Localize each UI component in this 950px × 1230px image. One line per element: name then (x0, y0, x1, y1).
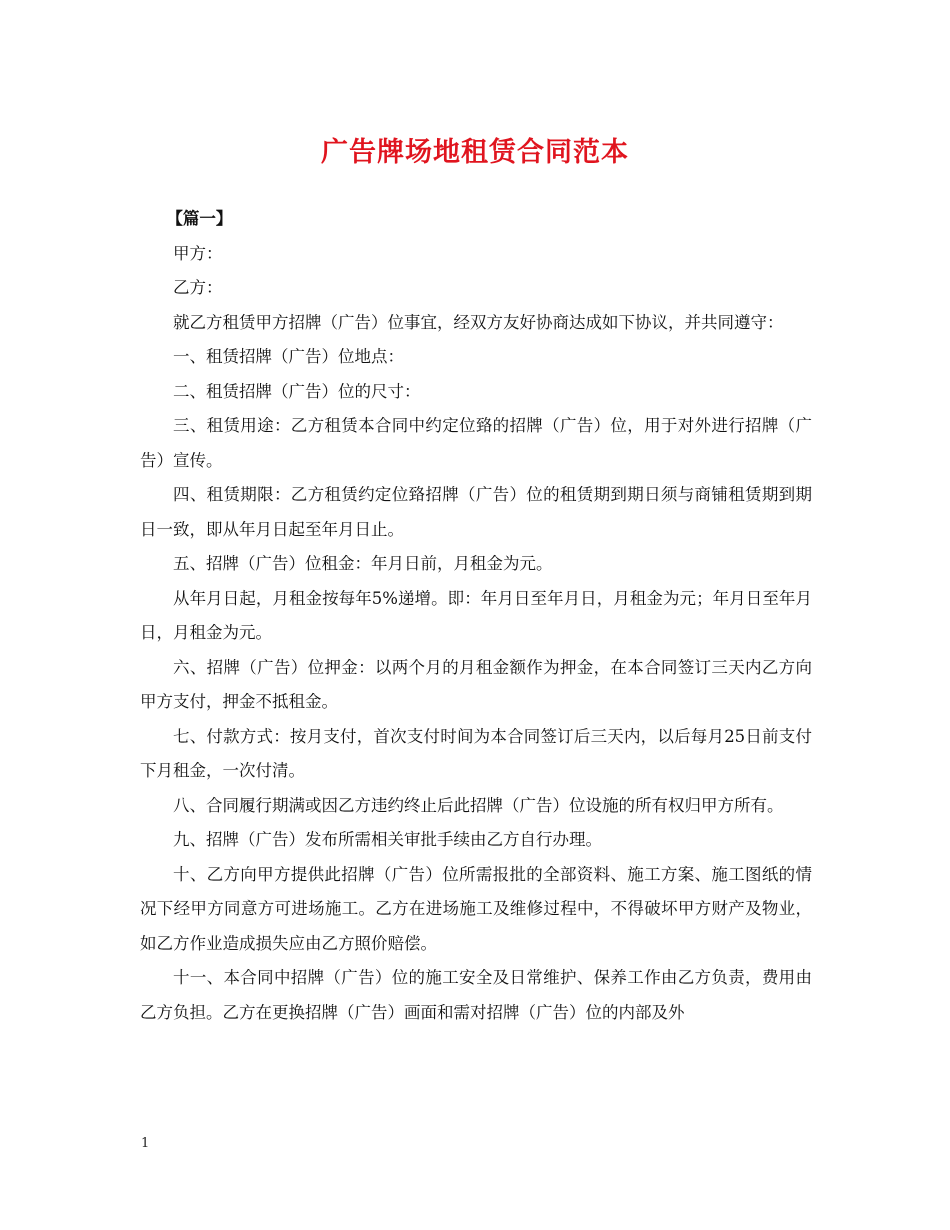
party-b-line: 乙方： (173, 278, 223, 297)
page-number: 1 (141, 1136, 150, 1151)
clause-3: 三、租赁用途：乙方租赁本合同中约定位臵的招牌（广告）位，用于对外进行招牌（广告）宣传。 (140, 416, 812, 470)
clause-1: 一、租赁招牌（广告）位地点： (173, 347, 404, 366)
document-body (140, 202, 812, 1030)
clause-8: 八、合同履行期满或因乙方违约终止后此招牌（广告）位设施的所有权归甲方所有。 (173, 795, 784, 815)
clause-5-detail: 从年月日起，月租金按每年5%递增。即：年月日至年月日，月租金为元；年月日至年月日，月租金为元。 (140, 588, 812, 642)
document-title: 广告牌场地租赁合同范本 (321, 137, 629, 168)
clause-4: 四、租赁期限：乙方租赁约定位臵招牌（广告）位的租赁期到期日须与商铺租赁期到期日一致，即从年月日起至年月日止。 (140, 485, 812, 539)
clause-6: 六、招牌（广告）位押金：以两个月的月租金额作为押金，在本合同签订三天内乙方向甲方支付，押金不抵租金。 (140, 657, 812, 711)
party-a-line: 甲方： (173, 243, 223, 263)
section-heading: 【篇一】 (166, 209, 233, 228)
clause-2: 二、租赁招牌（广告）位的尺寸： (173, 381, 421, 401)
clause-7: 七、付款方式：按月支付，首次支付时间为本合同签订后三天内，以后每月25日前支付下月租金，一次付清。 (140, 726, 812, 780)
clause-5: 五、招牌（广告）位租金：年月日前，月租金为元。 (173, 554, 553, 573)
clause-10: 十、乙方向甲方提供此招牌（广告）位所需报批的全部资料、施工方案、施工图纸的情况下经甲方同意方可进场施工。乙方在进场施工及维修过程中，不得破坏甲方财产及物业，如乙方作业造成损失应由乙方照价赔偿。 (140, 864, 812, 953)
clause-11: 十一、本合同中招牌（广告）位的施工安全及日常维护、保养工作由乙方负责，费用由乙方负担。乙方在更换招牌（广告）画面和需对招牌（广告）位的内部及外 (140, 968, 812, 1022)
clause-9: 九、招牌（广告）发布所需相关审批手续由乙方自行办理。 (173, 830, 602, 849)
paragraph-intro: 就乙方租赁甲方招牌（广告）位事宜，经双方友好协商达成如下协议，并共同遵守： (173, 312, 784, 332)
